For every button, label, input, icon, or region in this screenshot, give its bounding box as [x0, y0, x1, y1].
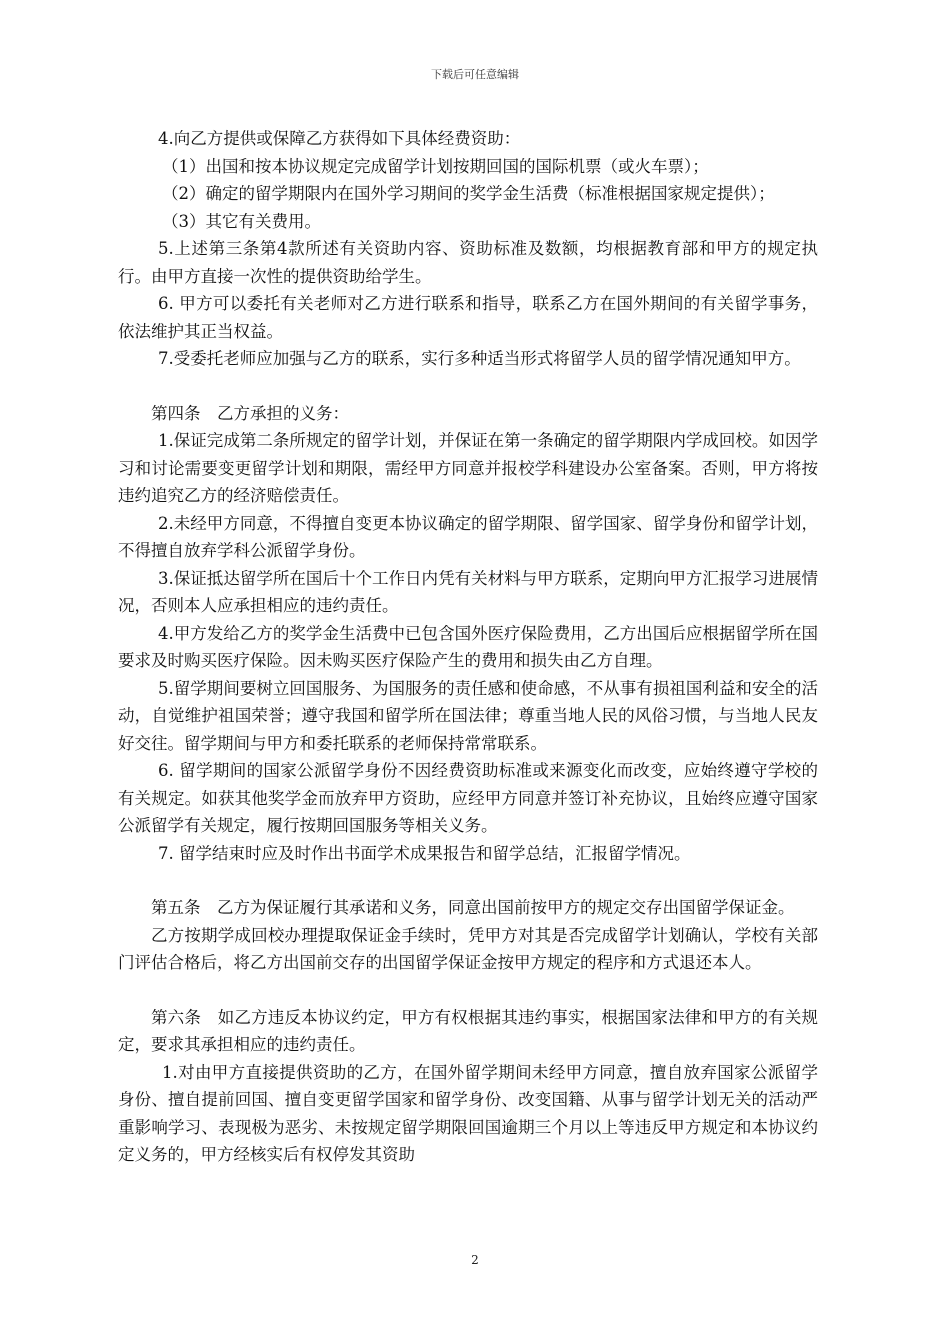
article-4-item-5: 5.留学期间要树立回国服务、为国服务的责任感和使命感，不从事有损祖国利益和安全的活动，自觉维护祖国荣誉；遵守我国和留学所在国法律；尊重当地人民的风俗习惯，与当地人民友好交往。留学期间与甲方和委托联系的老师保持常常联系。: [118, 678, 818, 753]
article-4-title: 第四条 乙方承担的义务：: [151, 403, 349, 423]
section-gap: [118, 867, 818, 894]
page-header: 下载后可任意编辑: [431, 68, 519, 81]
article-4-item-2: 2.未经甲方同意，不得擅自变更本协议确定的留学期限、留学国家、留学身份和留学计划，不得擅自放弃学科公派留学身份。: [118, 513, 818, 560]
section-gap: [118, 977, 818, 1004]
article-5-paragraph: 乙方按期学成回校办理提取保证金手续时，凭甲方对其是否完成留学计划确认，学校有关部门评估合格后，将乙方出国前交存的出国留学保证金按甲方规定的程序和方式退还本人。: [118, 925, 818, 972]
paragraph-item-5: 5.上述第三条第4款所述有关资助内容、资助标准及数额，均根据教育部和甲方的规定执行。由甲方直接一次性的提供资助给学生。: [118, 239, 818, 286]
paragraph-subitem-1: （1）出国和按本协议规定完成留学计划按期回国的国际机票（或火车票）；: [162, 156, 709, 176]
article-6-item-1: 1.对由甲方直接提供资助的乙方，在国外留学期间未经甲方同意，擅自放弃国家公派留学身份、擅自提前回国、擅自变更留学国家和留学身份、改变国籍、从事与留学计划无关的活动严重影响学习、表现极为恶劣、未按规定留学期限回国逾期三个月以上等违反甲方规定和本协议约定义务的，甲方经核实后有权停发其资助: [118, 1062, 818, 1164]
article-5-title: 第五条 乙方为保证履行其承诺和义务，同意出国前按甲方的规定交存出国留学保证金。: [151, 898, 795, 917]
paragraph-item-6: 6. 甲方可以委托有关老师对乙方进行联系和指导，联系乙方在国外期间的有关留学事务，依法维护其正当权益。: [118, 294, 818, 341]
section-gap: [118, 373, 818, 400]
paragraph-subitem-2: （2）确定的留学期限内在国外学习期间的奖学金生活费（标准根据国家规定提供）；: [162, 184, 775, 203]
paragraph-item-7: 7.受委托老师应加强与乙方的联系，实行多种适当形式将留学人员的留学情况通知甲方。: [158, 349, 801, 368]
article-6-title: 第六条 如乙方违反本协议约定，甲方有权根据其违约事实，根据国家法律和甲方的有关规定，要求其承担相应的违约责任。: [118, 1007, 818, 1054]
paragraph-subitem-3: （3）其它有关费用。: [162, 211, 321, 231]
article-4-item-7: 7. 留学结束时应及时作出书面学术成果报告和留学总结，汇报留学情况。: [158, 843, 691, 863]
paragraph-item-4: 4.向乙方提供或保障乙方获得如下具体经费资助：: [158, 129, 521, 148]
article-4-item-3: 3.保证抵达留学所在国后十个工作日内凭有关材料与甲方联系，定期向甲方汇报学习进展情况，否则本人应承担相应的违约责任。: [118, 568, 818, 615]
article-4-item-4: 4.甲方发给乙方的奖学金生活费中已包含国外医疗保险费用，乙方出国后应根据留学所在国要求及时购买医疗保险。因未购买医疗保险产生的费用和损失由乙方自理。: [118, 623, 818, 670]
page-number: 2: [471, 1253, 479, 1267]
article-4-item-6: 6. 留学期间的国家公派留学身份不因经费资助标准或来源变化而改变，应始终遵守学校的有关规定。如获其他奖学金而放弃甲方资助，应经甲方同意并签订补充协议，且始终应遵守国家公派留学有关规定，履行按期回国服务等相关义务。: [118, 761, 818, 835]
article-4-item-1: 1.保证完成第二条所规定的留学计划，并保证在第一条确定的留学期限内学成回校。如因学习和讨论需要变更留学计划和期限，需经甲方同意并报校学科建设办公室备案。否则，甲方将按违约追究乙方的经济赔偿责任。: [118, 431, 818, 505]
document-body: [118, 125, 818, 1169]
